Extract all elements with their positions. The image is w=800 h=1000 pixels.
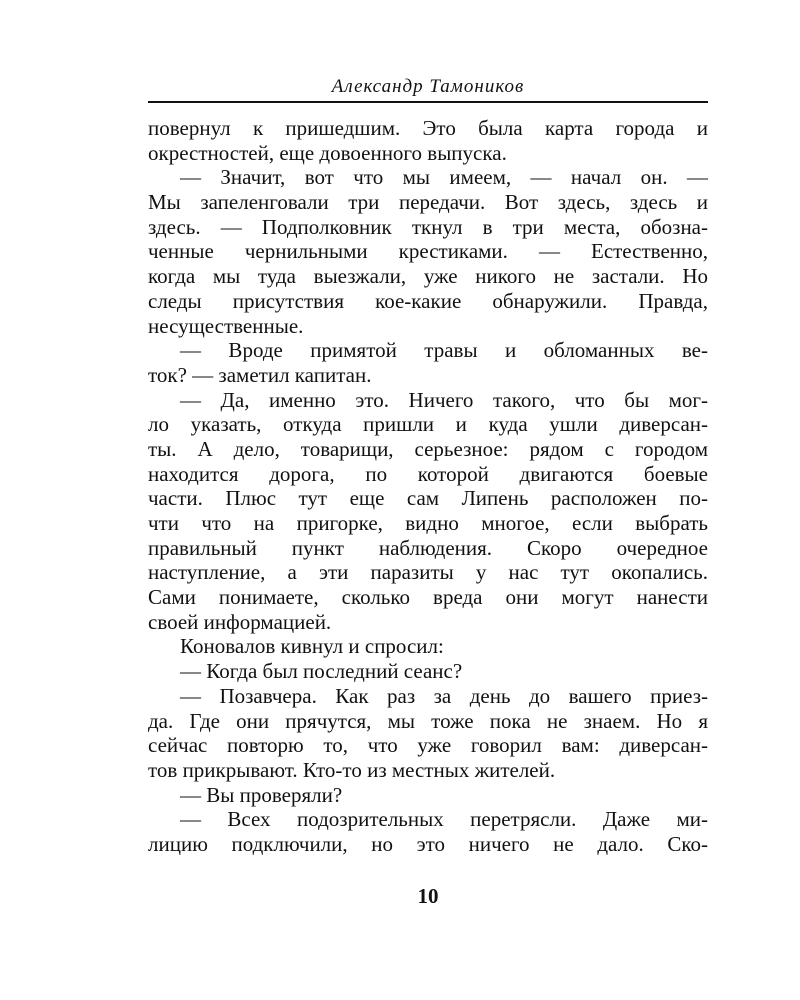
text-line: повернул к пришедшим. Это была карта города и <box>148 116 708 140</box>
text-line: ты. А дело, товарищи, серьезное: рядом с городом <box>148 436 708 461</box>
text-line: Сами понимаете, сколько вреда они могут нанести <box>148 585 708 610</box>
text-line: части. Плюс тут еще сам Липень расположен по- <box>148 486 708 511</box>
text-line: несущественные. <box>148 313 304 338</box>
text-line: — Когда был последний сеанс? <box>180 659 463 684</box>
text-line: лицию подключили, но это ничего не дало. Ско- <box>148 831 708 856</box>
running-header-author: Александр Тамоников <box>331 76 525 97</box>
text-line: Мы запеленговали три передачи. Вот здесь, здесь и <box>148 190 708 215</box>
page-number: 10 <box>417 884 439 908</box>
text-line: Коновалов кивнул и спросил: <box>180 634 444 659</box>
text-line: ченные чернильными крестиками. — Естественно, <box>148 239 708 264</box>
header-divider <box>148 101 708 103</box>
text-line: чти что на пригорке, видно многое, если выбрать <box>148 511 708 535</box>
text-line: правильный пункт наблюдения. Скоро очередное <box>148 535 708 560</box>
text-line: находится дорога, по которой двигаются боевые <box>148 461 708 486</box>
text-line: сейчас повторю то, что уже говорил вам: диверсан- <box>148 733 708 758</box>
text-line: — Да, именно это. Ничего такого, что бы мог- <box>180 387 708 412</box>
text-line: ток? — заметил капитан. <box>148 362 372 387</box>
text-line: — Вы проверяли? <box>180 782 343 807</box>
text-line: — Позавчера. Как раз за день до вашего приез- <box>180 683 708 708</box>
text-line: наступление, а эти паразиты у нас тут окопались. <box>148 560 708 585</box>
text-line: да. Где они прячутся, мы тоже пока не знаем. Но я <box>148 708 708 733</box>
text-line: ло указать, откуда пришли и куда ушли диверсан- <box>148 412 708 437</box>
text-line: окрестностей, еще довоенного выпуска. <box>148 140 507 165</box>
text-line: — Значит, вот что мы имеем, — начал он. — <box>180 165 708 190</box>
text-line: когда мы туда выезжали, уже никого не застали. Но <box>148 264 708 289</box>
body-text <box>148 116 708 857</box>
text-line: тов прикрывают. Кто-то из местных жителей. <box>148 757 556 782</box>
text-line: своей информацией. <box>148 609 332 634</box>
text-line: — Всех подозрительных перетрясли. Даже ми- <box>180 807 708 832</box>
text-line: следы присутствия кое-какие обнаружили. Правда, <box>148 288 708 313</box>
text-line: здесь. — Подполковник ткнул в три места, обозна- <box>148 214 708 239</box>
text-line: — Вроде примятой травы и обломанных ве- <box>180 338 708 363</box>
